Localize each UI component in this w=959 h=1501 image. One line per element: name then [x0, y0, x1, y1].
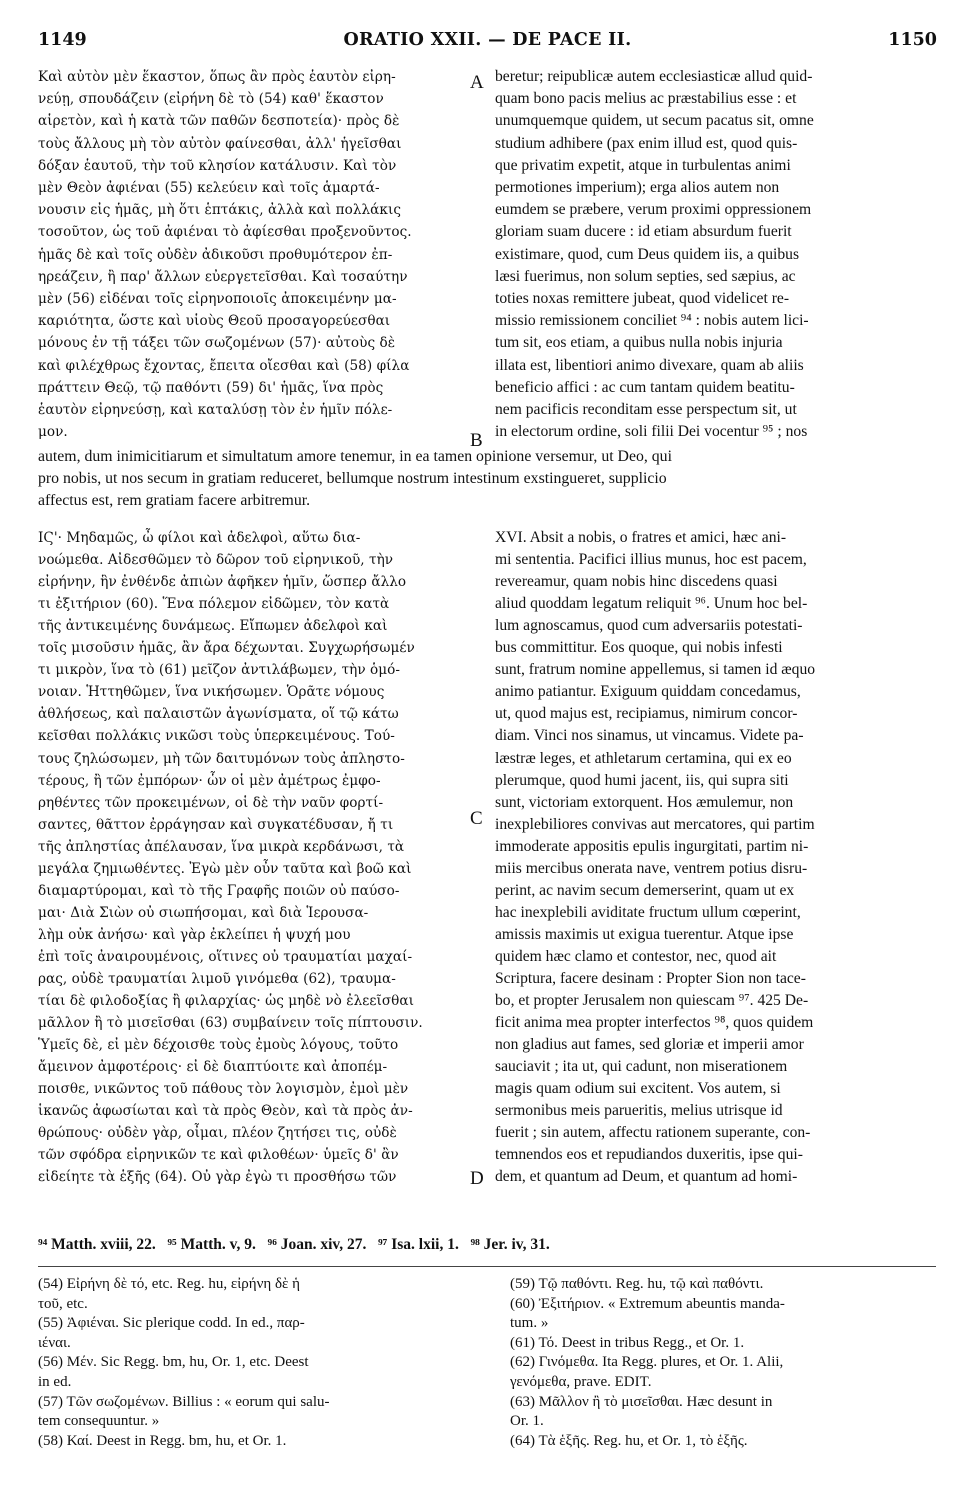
greek-line: νοώμεθα. Αἰδεσθῶμεν τὸ δῶρον τοῦ εἰρηνικοῦ, τὴν — [38, 552, 394, 569]
greek-line: νοιαν. Ἡττηθῶμεν, ἵνα νικήσωμεν. Ὁρᾶτε νόμους — [38, 684, 385, 701]
greek-line: τῆς ἀπληστίας ἀπέλαυσαν, ἵνα μικρὰ κερδάνωσι, τὰ — [38, 838, 405, 855]
greek-line: μόνους ἐν τῇ τάξει τῶν σωζομένων (57)· αὐτοὺς δὲ — [38, 335, 396, 352]
left-page-number: 1149 — [38, 30, 87, 50]
footnote-line: in ed. — [38, 1374, 72, 1390]
latin-line: sunt, victoriam extorquent. Hos æmulemur, non — [495, 793, 794, 811]
footnote-line: (55) Ἀφιέναι. Sic plerique codd. In ed., παρ- — [38, 1315, 305, 1332]
greek-line: μαι· Διὰ Σιὼν οὐ σιωπήσομαι, καὶ διὰ Ἱερουσα- — [38, 904, 369, 921]
greek-line: εἰδείητε τὰ ἑξῆς (64). Οὐ γὰρ ἐγὼ τι προσθήσω τῶν — [38, 1169, 397, 1186]
greek-line: δόξαν ἑαυτοῦ, τὴν τοῦ κλησίον κατάλυσιν. Καὶ τὸν — [38, 157, 397, 174]
latin-line: missio remissionem conciliet ⁹⁴ : nobis autem lici- — [495, 312, 809, 330]
greek-line: τίαι δὲ φιλοδοξίας ἢ φιλαρχίας· ὡς μηδὲ νὸ ἐλεεῖσθαι — [38, 993, 414, 1010]
latin-line: miis mercibus onerata nave, ventrem potius disru- — [495, 859, 808, 877]
footnote-line: tem consequuntur. » — [38, 1413, 160, 1430]
footnote-line: (58) Καί. Deest in Regg. bm, hu, et Or. 1. — [38, 1432, 287, 1449]
latin-line: existimare, quod, cum Deus quidem iis, a quibus — [495, 245, 800, 263]
latin-line: aliud quoddam legatum reliquit ⁹⁶. Unum hoc bel- — [495, 595, 808, 613]
latin-line: unumquemque quidem, ut secum pacatus sit, omne — [495, 112, 814, 130]
greek-line: μὲν Θεὸν ἀφιέναι (55) κελεύειν καὶ τοῖς ἁμαρτά- — [38, 180, 380, 196]
greek-line: εἰρήνην, ἣν ἐνθένδε ἀπιὼν ἀφῆκεν ἡμῖν, ὥσπερ ἄλλο — [38, 574, 407, 591]
latin-line: beretur; reipublicæ autem ecclesiasticæ allud quid- — [495, 68, 813, 85]
footnote-line: ιέναι. — [38, 1334, 71, 1351]
section-marker-c: C — [470, 808, 483, 829]
latin-line: quidem hæc clamo et contestor, nec, quod ait — [495, 947, 777, 965]
latin-line: studium adhibere (pax enim illud est, quod quis- — [495, 134, 798, 152]
footnote-line: (60) Ἐξιτήριον. « Extremum abeuntis manda- — [510, 1295, 785, 1312]
latin-line: amissis maximis ut exigua tuerentur. Atque ipse — [495, 925, 794, 943]
latin-line: læsi fuerimus, non solum septies, sed sæpius, ac — [495, 267, 796, 285]
footnote-line: (64) Τὰ ἑξῆς. Reg. hu, et Or. 1, τὸ ἑξῆς. — [510, 1432, 748, 1449]
latin-line: XVI. Absit a nobis, o fratres et amici, hæc ani- — [495, 529, 787, 546]
latin-line: magis quam odium sui excitent. Vos autem, si — [495, 1080, 781, 1098]
footnote-line: (54) Εἰρήνη δὲ τό, etc. Reg. hu, εἰρήνη δὲ ἡ — [38, 1276, 300, 1292]
latin-line: bus committitur. Eos quoque, qui nobis infesti — [495, 639, 783, 657]
section-marker-d: D — [470, 1168, 484, 1189]
footnote-line: (59) Τῷ παθόντι. Reg. hu, τῷ καὶ παθόντι. — [510, 1276, 764, 1292]
footnote-line: (56) Μέν. Sic Regg. bm, hu, Or. 1, etc. Deest — [38, 1354, 309, 1371]
latin-line: sunt, fratrum nomine appellemus, si tamen id æquo — [495, 661, 816, 679]
footnote-divider — [38, 1266, 936, 1267]
greek-line: μον. — [38, 424, 68, 441]
latin-line: que privatim expetit, atque in turbulentas animi — [495, 156, 791, 174]
latin-line: tum sit, eos etiam, a quibus nulla nobis injuria — [495, 334, 783, 352]
greek-line: πράττειν Θεῷ, τῷ παθόντι (59) δι' ἡμᾶς, ἵνα πρὸς — [38, 379, 384, 396]
greek-line: τι ἐξιτήριον (60). Ἕνα πόλεμον εἰδῶμεν, τὸν κατὰ — [38, 596, 390, 613]
latin-line: eumdem se præbere, verum proximi oppressionem — [495, 201, 812, 219]
latin-line: plerumque, quod humi jacent, iis, qui supra siti — [495, 771, 789, 789]
latin-line: nem pacificis reconditam esse perspectum sit, ut — [495, 401, 797, 418]
latin-line: immoderate appositis epulis ingurgitati, partim ni- — [495, 837, 809, 855]
greek-line: κεῖσθαι πολλάκις νικῶσι τοὺς ὑπερκειμένους. Τού- — [38, 728, 395, 745]
latin-line: hac inexplebili aviditate fructum ullum cœperint, — [495, 903, 801, 921]
footnote-line: Or. 1. — [510, 1413, 544, 1430]
latin-line: affectus est, rem gratiam facere arbitremur. — [38, 492, 311, 510]
greek-line: μεγάλα ζημιωθέντες. Ἐγὼ μὲν οὖν ταῦτα καὶ βοῶ καὶ — [38, 860, 412, 877]
greek-line: ἀθλήσεως, καὶ παλαιστῶν ἀγωνίσματα, οἵ τῷ κάτω — [38, 706, 399, 723]
greek-line: Ὑμεῖς δὲ, εἰ μὲν δέχοισθε τοὺς ἐμοὺς λόγους, τοῦτο — [38, 1037, 399, 1054]
latin-line: bo, et propter Jerusalem non quiescam ⁹⁷. 425 De- — [495, 992, 809, 1010]
greek-line: τους ζηλώσωμεν, μὴ τῶν δαιτυμόνων τοὺς ἀπληστο- — [38, 750, 405, 767]
latin-line: ficit anima mea propter interfectos ⁹⁸, quos quidem — [495, 1014, 814, 1032]
latin-line: quam bono pacis melius ac præstabilius esse : et — [495, 90, 797, 108]
greek-line: λὴμ οὐκ ἀνήσω· καὶ γὰρ ἐκλείπει ἡ ψυχή μου — [38, 926, 351, 943]
footnote-line: τοῦ, etc. — [38, 1295, 88, 1312]
greek-line: θρώπους· οὐδὲν γὰρ, οἶμαι, πλέον ζητήσει τις, οὐδὲ — [38, 1125, 397, 1142]
greek-line: τοσοῦτον, ὡς τοῦ ἀφιέναι τὸ ἀφίεσθαι προξενοῦντος. — [38, 224, 412, 241]
greek-line: ἱκανῶς ἀφωσίωται καὶ τὰ πρὸς Θεὸν, καὶ τὰ πρὸς ἀν- — [38, 1103, 413, 1120]
greek-line: ηρεάζειν, ἢ παρ' ἄλλων εὐεργετεῖσθαι. Καὶ τοσαύτην — [38, 268, 408, 285]
greek-line: διαμαρτύρομαι, καὶ τὸ τῆς Γραφῆς ποιῶν οὐ παύσο- — [38, 882, 400, 899]
greek-line: τῶν σφόδρα εἰρηνικῶν τε καὶ φιλοθέων· ὑμεῖς δ' ἂν — [38, 1147, 399, 1164]
latin-line: sermonibus meis parueritis, melius utrisque id — [495, 1102, 783, 1120]
scripture-references: ⁹⁴ Matth. xviii, 22. ⁹⁵ Matth. v, 9. ⁹⁶ Joan. xiv, 27. ⁹⁷ Isa. lxii, 1. ⁹⁸ Jer. iv, 31. — [38, 1236, 550, 1253]
greek-line: ἑαυτὸν εἰρηνεύσῃ, καὶ καταλύσῃ τὸν ἐν ἡμῖν πόλε- — [38, 402, 393, 418]
latin-line: temnendos eos et repudiandos duxeritis, ipse qui- — [495, 1146, 803, 1164]
latin-line: inexplebiliores convivas aut mercatores, qui partim — [495, 815, 815, 833]
latin-line: mi sententia. Pacifici illius munus, hoc est pacem, — [495, 551, 807, 569]
latin-line: gloriam suam ducere : id etiam absurdum fuerit — [495, 223, 792, 241]
latin-line: læstræ leges, et athletarum certamina, qui ex eo — [495, 749, 792, 767]
latin-line: fuerit ; sin autem, affectu rationem superante, con- — [495, 1124, 811, 1142]
greek-line: ποισθε, νικῶντος τοῦ πάθους τὸν λογισμὸν, ἐμοὶ μὲν — [38, 1081, 409, 1098]
latin-line: lum agnoscamus, quod cum adversariis potestati- — [495, 617, 803, 635]
greek-line: καὶ φιλέχθρως ἔχοντας, ἔπειτα οἴεσθαι καὶ (58) φίλα — [38, 357, 410, 374]
latin-line: perint, ac navim secum demerserint, quam ut ex — [495, 881, 795, 899]
section-marker-b: B — [470, 430, 483, 451]
latin-line: pro nobis, ut nos secum in gratiam reduceret, bellumque nostrum intestinum exstingueret, supplicio — [38, 470, 667, 488]
latin-line: non gladius aut fames, sed gloriæ et imperii amor — [495, 1036, 804, 1054]
running-title: ORATIO XXII. — DE PACE II. — [343, 30, 632, 50]
greek-line: μᾶλλον ἢ τὸ μισεῖσθαι (63) συμβαίνειν τοῖς πίπτουσιν. — [38, 1015, 423, 1032]
greek-line: τέρους, ἢ τῶν ἐμπόρων· ὧν οἱ μὲν ἀμέτρως ἐμφο- — [38, 772, 381, 789]
latin-line: beneficio affici : ac cum tantam quidem beatitu- — [495, 378, 795, 396]
greek-line: τοὺς ἄλλους μὴ τὸν αὐτὸν φαίνεσθαι, ἀλλ' ἡγεῖσθαι — [38, 135, 402, 152]
greek-line: ἄμεινον ἀμφοτέροις· εἰ δὲ διαπτύοιτε καὶ ἀποπέμ- — [38, 1059, 388, 1076]
latin-line: illata est, libentiori animo divexare, quam ab aliis — [495, 356, 804, 374]
latin-line: sauciavit ; ita ut, qui cadunt, non miserationem — [495, 1058, 788, 1076]
latin-line: animo patiantur. Exiguum quiddam concedamus, — [495, 683, 801, 701]
greek-line: σαντες, θᾶττον ἐρράγησαν καὶ συγκατέδυσαν, ἤ τι — [38, 816, 394, 833]
footnote-line: (61) Τό. Deest in tribus Regg., et Or. 1. — [510, 1334, 745, 1351]
greek-line: τῆς ἀντικειμένης δυνάμεως. Εἴπωμεν ἀδελφοὶ καὶ — [38, 618, 388, 635]
latin-line: ut, quod majus est, recipiamus, nimirum concor- — [495, 705, 798, 723]
latin-line: Scriptura, facere desinam : Propter Sion non tace- — [495, 970, 806, 987]
greek-line: ρηθέντες τῶν προκειμένων, οἱ δὲ τὴν ναῦν φορτί- — [38, 794, 384, 811]
greek-line: μὲν (56) εἰδέναι τοῖς εἰρηνοποιοῖς ἀποκειμένην μα- — [38, 291, 397, 307]
greek-line: ἡμᾶς δὲ καὶ τοῖς οὐδὲν ἀδικοῦσι προθυμότερον ἐπ- — [38, 246, 393, 263]
greek-line: ἐπὶ τοῖς ἀναιρουμένοις, οἵτινες οὐ τραυματίαι μαχαί- — [38, 948, 413, 965]
greek-line: νεύῃ, σπουδάζειν (εἰρήνη δὲ τὸ (54) καθ' ἕκαστον — [38, 91, 384, 108]
latin-line: diam. Vinci nos sinamus, ut vincamus. Videte pa- — [495, 727, 804, 745]
footnote-line: tum. » — [510, 1315, 549, 1332]
section-marker-a: A — [470, 72, 484, 93]
greek-line: τοῖς μισοῦσιν ἡμᾶς, ἂν ἄρα δέχωνται. Συγχωρήσωμέν — [38, 640, 415, 657]
latin-line: revereamur, quam nobis hinc discedens quasi — [495, 573, 778, 591]
greek-line: νουσιν εἰς ἡμᾶς, μὴ ὅτι ἑπτάκις, ἀλλὰ καὶ πολλάκις — [38, 202, 401, 219]
footnote-line: (57) Τῶν σωζομένων. Billius : « eorum qui salu- — [38, 1393, 330, 1410]
greek-line: ρας, οὐδὲ τραυματίαι λιμοῦ γινόμεθα (62), τραυμα- — [38, 971, 396, 987]
greek-line: Καὶ αὐτὸν μὲν ἕκαστον, ὅπως ἂν πρὸς ἑαυτὸν εἰρη- — [38, 69, 396, 85]
footnote-line: γενόμεθα, prave. EDIT. — [510, 1374, 652, 1390]
latin-line: toties noxas remittere jubeat, quod videlicet re- — [495, 290, 790, 307]
greek-line: καριότητα, ὥστε καὶ υἱοὺς Θεοῦ προσαγορεύεσθαι — [38, 313, 391, 330]
latin-line: autem, dum inimicitiarum et simultatum amore tenemur, in ea tamen opinione versemur, ut Deo, qui — [38, 448, 672, 465]
page-header — [38, 30, 937, 54]
greek-line: αἱρετὸν, καὶ ἡ κατὰ τῶν παθῶν δεσποτεία)· πρὸς δὲ — [38, 113, 400, 130]
footnote-line: (63) Μᾶλλον ἢ τὸ μισεῖσθαι. Hæc desunt in — [510, 1393, 773, 1410]
latin-line: dem, et quantum ad Deum, et quantum ad homi- — [495, 1168, 798, 1186]
right-page-number: 1150 — [888, 30, 937, 50]
greek-line: ΙϚ'· Μηδαμῶς, ὦ φίλοι καὶ ἀδελφοὶ, αὕτω δια- — [38, 530, 361, 546]
latin-line: permotiones imperium); erga alios autem non — [495, 179, 780, 196]
greek-line: τι μικρὸν, ἵνα τὸ (61) μεῖζον ἀντιλάβωμεν, τὴν ὁμό- — [38, 662, 401, 679]
footnote-line: (62) Γινόμεθα. Ita Regg. plures, et Or. 1. Alii, — [510, 1354, 784, 1371]
latin-line: in electorum ordine, soli filii Dei vocentur ⁹⁵ ; nos — [495, 423, 808, 441]
